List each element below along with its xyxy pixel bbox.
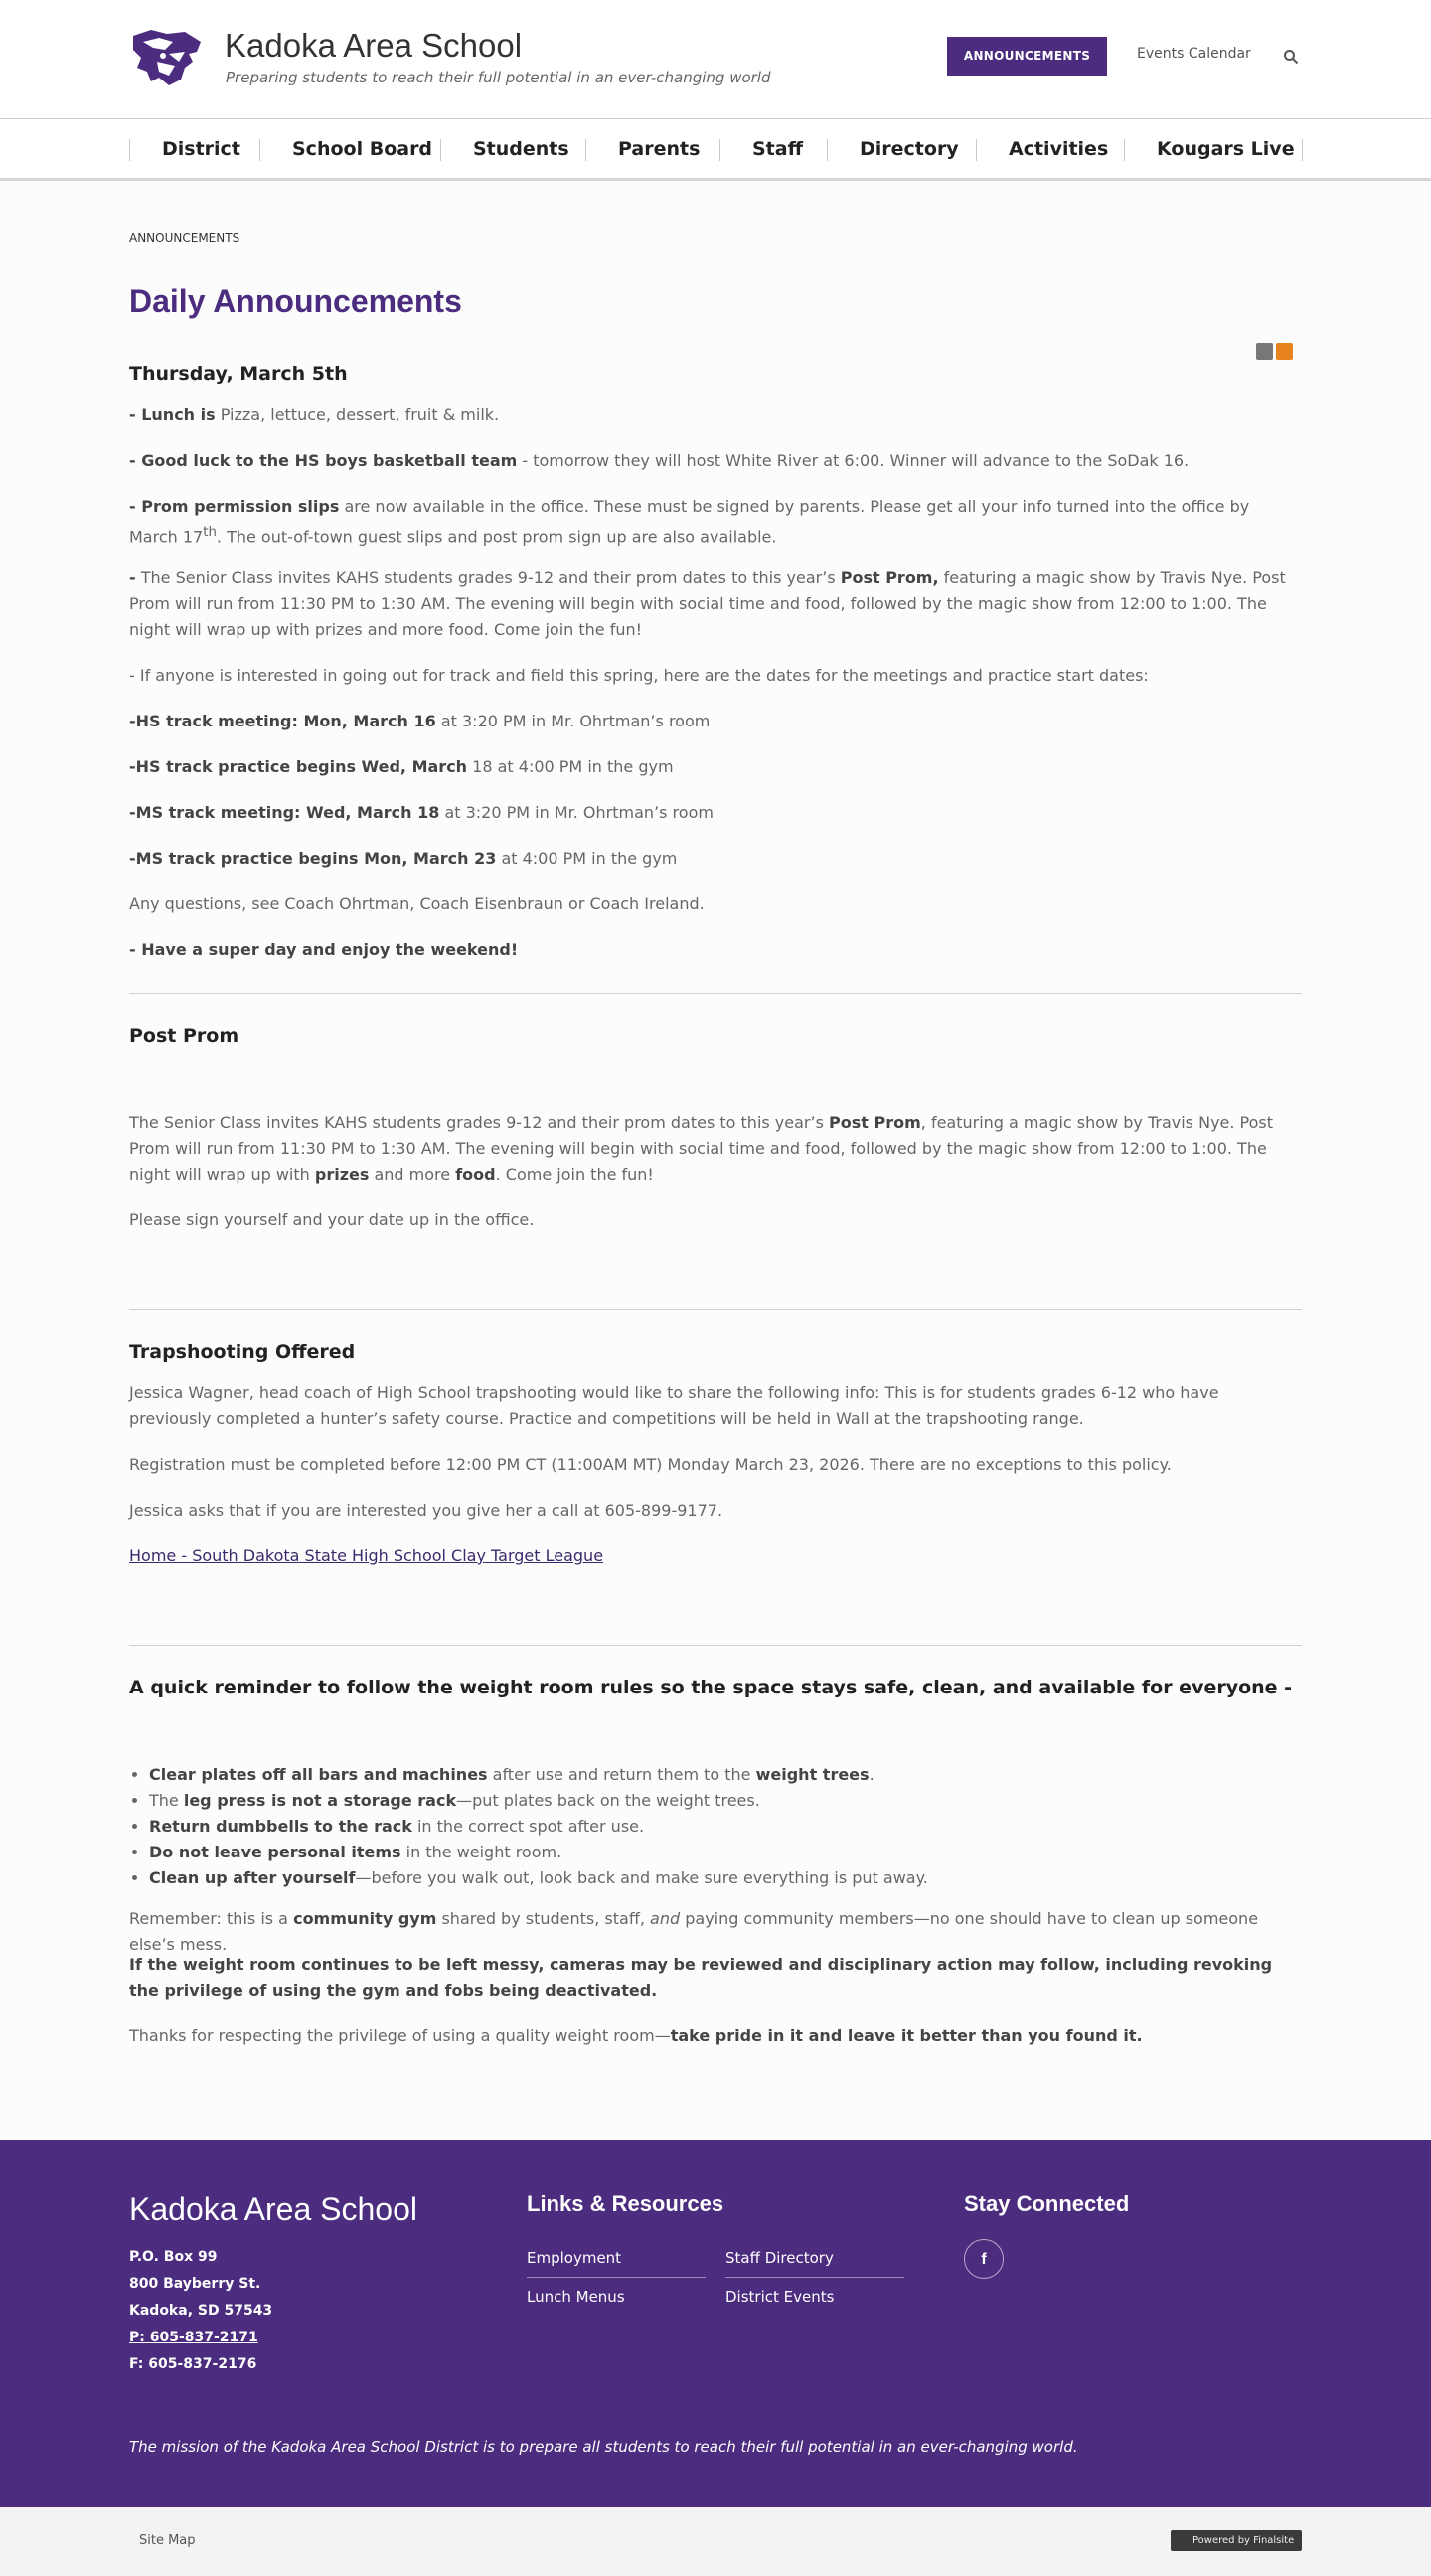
post-title-trapshooting[interactable]: Trapshooting Offered bbox=[129, 1341, 356, 1363]
nav-divider bbox=[585, 139, 586, 161]
daily-track-item: -MS track practice begins Mon, March 23 at 4:00 PM in the gym bbox=[129, 849, 678, 868]
footer-phone-link[interactable]: P: 605-837-2171 bbox=[129, 2330, 258, 2345]
footer-stay-title: Stay Connected bbox=[964, 2191, 1130, 2216]
post-title-post-prom[interactable]: Post Prom bbox=[129, 1025, 239, 1046]
daily-weekend: - Have a super day and enjoy the weekend! bbox=[129, 940, 519, 959]
divider bbox=[527, 2277, 706, 2278]
rss-icon[interactable] bbox=[1256, 343, 1273, 360]
divider bbox=[725, 2277, 904, 2278]
facebook-icon[interactable]: f bbox=[964, 2239, 1004, 2279]
daily-post-prom: - The Senior Class invites KAHS students grades 9-12 and their prom dates to this year’s Post Prom, featuring a magic show by Travis Nye. Post Prom will run from 11:30 PM to 1:30 AM. The evening will begin with social time and food, followed by the magic show from 12:00 to 1:00. The night will wrap up with prizes and more food. Come join the fun! bbox=[129, 568, 1286, 639]
list-item: • Clear plates off all bars and machines after use and return them to the weight trees. bbox=[149, 1762, 1302, 1788]
footer-mission: The mission of the Kadoka Area School District is to prepare all students to reach their full potential in an ever-changing world. bbox=[129, 2438, 1078, 2456]
breadcrumb[interactable]: ANNOUNCEMENTS bbox=[129, 231, 240, 244]
daily-prom-slips: - Prom permission slips are now available in the office. These must be signed by parents. Please get all your info turned into the office by March 17th. The out-of-town guest slips and post prom sign up are also available. bbox=[129, 497, 1250, 547]
trap-body: Jessica Wagner, head coach of High School trapshooting would like to share the following info: This is for students grades 6-12 who have previously completed a hunter’s safety course. Practice and competitions will be held in Wall at the trapshooting range. bbox=[129, 1383, 1219, 1428]
nav-item-school-board[interactable]: School Board bbox=[292, 138, 433, 160]
post-prom-signup: Please sign yourself and your date up in the office. bbox=[129, 1210, 535, 1229]
post-title-weight-room[interactable]: A quick reminder to follow the weight room rules so the space stays safe, clean, and available for everyone - bbox=[129, 1677, 1293, 1698]
feed-icons bbox=[1256, 343, 1296, 361]
kougar-logo-icon[interactable] bbox=[129, 28, 205, 89]
search-icon[interactable] bbox=[1283, 49, 1299, 65]
daily-track-item: -HS track meeting: Mon, March 16 at 3:20 PM in Mr. Ohrtman’s room bbox=[129, 712, 711, 730]
daily-track-item: -MS track meeting: Wed, March 18 at 3:20 PM in Mr. Ohrtman’s room bbox=[129, 803, 714, 822]
list-item: • Do not leave personal items in the weight room. bbox=[149, 1840, 1302, 1865]
nav-item-staff[interactable]: Staff bbox=[752, 138, 803, 160]
site-map-link[interactable]: Site Map bbox=[139, 2533, 196, 2548]
nav-divider bbox=[719, 139, 720, 161]
nav-item-kougars-live[interactable]: Kougars Live bbox=[1157, 138, 1295, 160]
list-item: • Clean up after yourself—before you walk out, look back and make sure everything is put away. bbox=[149, 1865, 1302, 1891]
footer-link-staff-directory[interactable]: Staff Directory bbox=[725, 2249, 834, 2267]
footer-school-name: Kadoka Area School bbox=[129, 2191, 417, 2227]
clay-target-league-link[interactable]: Home - South Dakota State High School Clay Target League bbox=[129, 1546, 604, 1565]
footer-link-lunch-menus[interactable]: Lunch Menus bbox=[527, 2288, 625, 2306]
school-name[interactable]: Kadoka Area School bbox=[225, 27, 523, 64]
trap-contact: Jessica asks that if you are interested you give her a call at 605-899-9177. bbox=[129, 1501, 723, 1520]
tagline: Preparing students to reach their full potential in an ever-changing world bbox=[226, 69, 771, 86]
subscribe-icon[interactable] bbox=[1276, 343, 1293, 360]
daily-track-item: -HS track practice begins Wed, March 18 at 4:00 PM in the gym bbox=[129, 757, 674, 776]
announcements-button[interactable]: ANNOUNCEMENTS bbox=[947, 37, 1107, 76]
nav-divider bbox=[827, 139, 828, 161]
nav-divider bbox=[1124, 139, 1125, 161]
page-title: Daily Announcements bbox=[129, 283, 462, 319]
nav-item-students[interactable]: Students bbox=[473, 138, 569, 160]
nav-item-district[interactable]: District bbox=[162, 138, 240, 160]
nav-divider bbox=[440, 139, 441, 161]
nav-divider bbox=[1302, 139, 1303, 161]
bottom-bar bbox=[0, 2507, 1431, 2576]
post-prom-body: The Senior Class invites KAHS students grades 9-12 and their prom dates to this year’s Post Prom, featuring a magic show by Travis Nye. Post Prom will run from 11:30 PM to 1:30 AM. The evening will begin with social time and food, followed by the magic show from 12:00 to 1:00. The night will wrap up with prizes and more food. Come join the fun! bbox=[129, 1113, 1274, 1184]
nav-item-parents[interactable]: Parents bbox=[618, 138, 701, 160]
nav-divider bbox=[129, 139, 130, 161]
list-item: • Return dumbbells to the rack in the correct spot after use. bbox=[149, 1814, 1302, 1840]
nav-item-directory[interactable]: Directory bbox=[860, 138, 959, 160]
site-footer bbox=[0, 2140, 1431, 2507]
site-header bbox=[0, 0, 1431, 119]
nav-divider bbox=[976, 139, 977, 161]
daily-lunch: - Lunch is Pizza, lettuce, dessert, fruit & milk. bbox=[129, 405, 500, 424]
weight-room-rules bbox=[149, 1762, 1302, 1891]
weight-reminder: Remember: this is a community gym shared by students, staff, and paying community members—no one should have to clean up someone else’s mess. bbox=[129, 1909, 1259, 1954]
daily-track-intro: - If anyone is interested in going out for track and field this spring, here are the dates for the meetings and practice start dates: bbox=[129, 666, 1149, 685]
daily-basketball: - Good luck to the HS boys basketball team - tomorrow they will host White River at 6:00. Winner will advance to the SoDak 16. bbox=[129, 451, 1190, 470]
divider bbox=[129, 1645, 1302, 1646]
list-item: • The leg press is not a storage rack—put plates back on the weight trees. bbox=[149, 1788, 1302, 1814]
footer-address-line: 800 Bayberry St. bbox=[129, 2276, 261, 2292]
weight-thanks: Thanks for respecting the privilege of using a quality weight room—take pride in it and leave it better than you found it. bbox=[129, 2026, 1143, 2045]
footer-address-line: Kadoka, SD 57543 bbox=[129, 2303, 273, 2319]
daily-questions: Any questions, see Coach Ohrtman, Coach Eisenbraun or Coach Ireland. bbox=[129, 894, 705, 913]
trap-link-wrap bbox=[129, 1543, 1302, 1569]
powered-by-badge[interactable]: Powered by Finalsite bbox=[1171, 2530, 1302, 2551]
trap-registration: Registration must be completed before 12:00 PM CT (11:00AM MT) Monday March 23, 2026. There are no exceptions to this policy. bbox=[129, 1455, 1172, 1474]
footer-link-employment[interactable]: Employment bbox=[527, 2249, 622, 2267]
nav-item-activities[interactable]: Activities bbox=[1009, 138, 1109, 160]
nav-divider bbox=[259, 139, 260, 161]
divider bbox=[129, 993, 1302, 994]
divider bbox=[129, 1309, 1302, 1310]
footer-address-line: P.O. Box 99 bbox=[129, 2249, 218, 2265]
footer-fax: F: 605-837-2176 bbox=[129, 2356, 257, 2372]
main-nav bbox=[0, 119, 1431, 181]
footer-links-title: Links & Resources bbox=[527, 2191, 724, 2216]
post-title-daily[interactable]: Thursday, March 5th bbox=[129, 363, 348, 385]
events-calendar-link[interactable]: Events Calendar bbox=[1137, 46, 1251, 62]
footer-link-district-events[interactable]: District Events bbox=[725, 2288, 835, 2306]
weight-warning: If the weight room continues to be left messy, cameras may be reviewed and disciplinary action may follow, including revoking the privilege of using the gym and fobs being deactivated. bbox=[129, 1955, 1273, 2000]
